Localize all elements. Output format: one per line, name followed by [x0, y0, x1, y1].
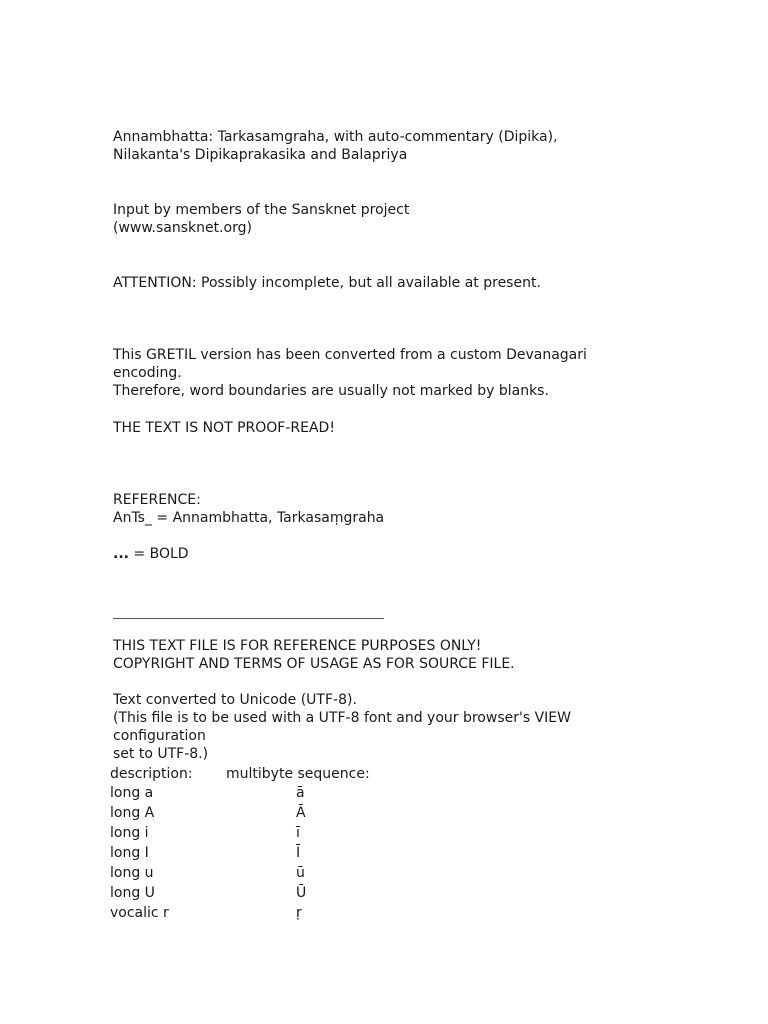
row-description: long u — [110, 865, 154, 881]
unicode-line-4: set to UTF-8.) — [113, 746, 209, 762]
row-description: vocalic r — [110, 905, 169, 921]
row-description: long A — [110, 805, 155, 821]
row-sequence: Ī — [296, 845, 301, 861]
unicode-note — [113, 691, 673, 763]
reference-heading: REFERENCE: — [113, 492, 201, 508]
row-description: long U — [110, 885, 155, 901]
table-header-row — [110, 765, 370, 783]
row-description: long I — [110, 845, 149, 861]
table-row — [110, 823, 370, 843]
table-row — [110, 783, 370, 803]
attention-text: ATTENTION: Possibly incomplete, but all available at present. — [113, 275, 541, 291]
table-row — [110, 803, 370, 823]
title-line-2: Nilakanta's Dipikaprakasika and Balapriya — [113, 147, 408, 163]
gretil-note — [113, 346, 673, 400]
row-description: long a — [110, 785, 154, 801]
reference-abbrev: AnTs_ = Annambhatta, Tarkasaṃgraha — [113, 510, 385, 526]
row-sequence: ā — [296, 785, 305, 801]
bold-legend — [113, 545, 673, 563]
notice-line-2: COPYRIGHT AND TERMS OF USAGE AS FOR SOURCE FILE. — [113, 656, 515, 672]
gretil-line-1: This GRETIL version has been converted from a custom Devanagari — [113, 347, 587, 363]
proof-text: THE TEXT IS NOT PROOF-READ! — [113, 420, 335, 436]
table-row — [110, 863, 370, 883]
table-row — [110, 843, 370, 863]
reference-section — [113, 491, 673, 563]
gretil-line-3: Therefore, word boundaries are usually not marked by blanks. — [113, 383, 549, 399]
attention-notice — [113, 274, 673, 292]
proof-notice — [113, 419, 673, 437]
row-sequence: Ā — [296, 805, 306, 821]
unicode-line-3: configuration — [113, 728, 206, 744]
input-line-1: Input by members of the Sansknet project — [113, 202, 410, 218]
title-line-1: Annambhatta: Tarkasamgraha, with auto-commentary (Dipika), — [113, 129, 558, 145]
header-multibyte: multibyte sequence: — [226, 766, 370, 782]
row-description: long i — [110, 825, 149, 841]
table-row — [110, 883, 370, 903]
encoding-table — [110, 765, 370, 923]
notice-line-1: THIS TEXT FILE IS FOR REFERENCE PURPOSES ONLY! — [113, 638, 482, 654]
unicode-line-2: (This file is to be used with a UTF-8 font and your browser's VIEW — [113, 710, 571, 726]
input-credit — [113, 201, 673, 237]
bold-marker: ... — [113, 546, 129, 562]
document-title — [113, 128, 673, 164]
input-line-2: (www.sansknet.org) — [113, 220, 252, 236]
row-sequence: ū — [296, 865, 305, 881]
table-row — [110, 903, 370, 923]
horizontal-divider — [113, 618, 384, 619]
bold-legend-text: = BOLD — [128, 546, 189, 562]
row-sequence: ī — [296, 825, 300, 841]
header-description: description: — [110, 766, 193, 782]
unicode-line-1: Text converted to Unicode (UTF-8). — [113, 692, 357, 708]
row-sequence: ṛ — [296, 905, 302, 921]
row-sequence: Ū — [296, 885, 307, 901]
gretil-line-2: encoding. — [113, 365, 182, 381]
reference-purpose-notice — [113, 637, 673, 673]
